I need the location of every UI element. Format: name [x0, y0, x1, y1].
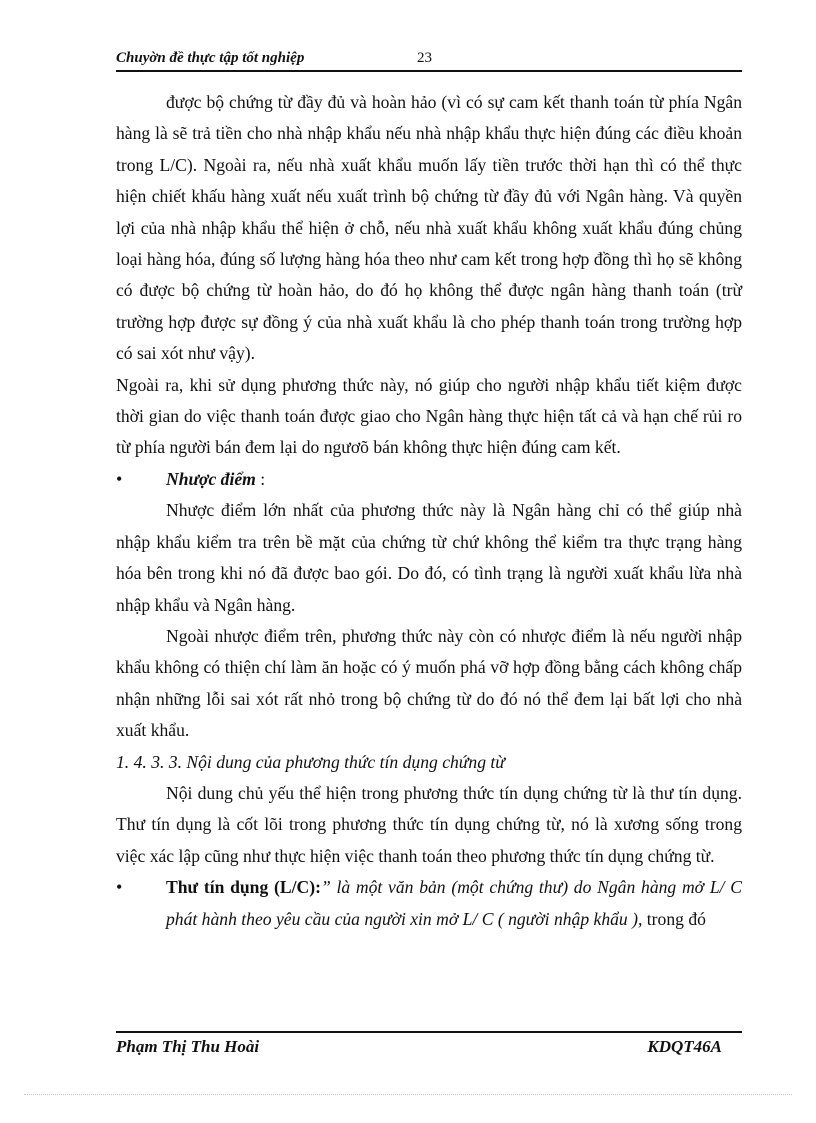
footer-class-code: KDQT46A	[647, 1037, 722, 1056]
page-footer	[116, 1037, 742, 1061]
paragraph-additional-benefits: Ngoài ra, khi sử dụng phương thức này, nó giúp cho người nhập khẩu tiết kiệm được thời gian do việc thanh toán được giao cho Ngân hàng thực hiện tất cả và hạn chế rủi ro từ phía người bán đem lại do ngươõ bán không thực hiện đúng cam kết.	[116, 374, 742, 458]
footer-author: Phạm Thị Thu Hoài	[116, 1037, 260, 1056]
header-title: Chuyờn đề thực tập tốt nghiệp	[116, 50, 305, 66]
bullet-disadvantages-label: Nhược điểm	[166, 468, 256, 489]
page-bottom-edge	[24, 1094, 792, 1095]
bullet-lc-tail: trong đó	[646, 908, 706, 929]
section-heading: 1. 4. 3. 3. Nội dung của phương thức tín dụng chứng từ	[116, 751, 505, 772]
bullet-letter-of-credit	[116, 872, 742, 935]
bullet-lc-label: Thư tín dụng (L/C):	[166, 877, 321, 898]
bullet-disadvantages-suffix: :	[255, 468, 266, 489]
paragraph-advantages-continued: được bộ chứng từ đầy đủ và hoàn hảo (vì có sự cam kết thanh toán từ phía Ngân hàng là sẽ trả tiền cho nhà nhập khẩu nếu nhà nhập khẩu thực hiện đúng các điều khoản trong L/C). Ngoài ra, nếu nhà xuất khẩu muốn lấy tiền trước thời hạn thì có thể thực hiện chiết khấu hàng xuất nếu xuất trình bộ chứng từ đầy đủ với Ngân hàng. Và quyền lợi của nhà nhập khẩu thể hiện ở chỗ, nếu nhà xuất khẩu không xuất khẩu đúng chủng loại hàng hóa, đúng số lượng hàng hóa theo như cam kết trong hợp đồng thì họ sẽ không có được bộ chứng từ hoàn hảo, do đó họ không thể được ngân hàng thanh toán (trừ trường hợp được sự đồng ý của nhà xuất khẩu là cho phép thanh toán trong trường hợp có sai xót như vậy).	[116, 92, 742, 364]
paragraph-content-overview: Nội dung chủ yếu thể hiện trong phương thức tín dụng chứng từ là thư tín dụng. Thư tín dụng là cốt lõi trong phương thức tín dụng chứng từ, nó là xương sống trong việc xác lập cũng như thực hiện việc thanh toán theo phương thức tín dụng chứng từ.	[116, 782, 742, 866]
document-body	[116, 87, 742, 935]
bullet-icon: •	[116, 877, 123, 898]
bullet-disadvantages	[116, 464, 742, 495]
page-number: 23	[417, 50, 432, 66]
footer-divider	[116, 1031, 742, 1033]
paragraph-main-disadvantage: Nhược điểm lớn nhất của phương thức này là Ngân hàng chỉ có thể giúp nhà nhập khẩu kiểm tra trên bề mặt của chứng từ chứ không thể kiểm tra thực trạng hàng hóa bên trong khi nó đã được bao gói. Do đó, có tình trạng là người xuất khẩu lừa nhà nhập khẩu và Ngân hàng.	[116, 500, 742, 615]
bullet-lc-definition: ” là một văn bản (một chứng thư) do Ngân hàng mở L/ C phát hành theo yêu cầu của người xin mở L/ C ( người nhập khẩu ),	[166, 877, 742, 929]
bullet-icon: •	[116, 468, 123, 489]
page-header	[116, 48, 742, 72]
paragraph-other-disadvantage: Ngoài nhược điểm trên, phương thức này còn có nhược điểm là nếu người nhập khẩu không có thiện chí làm ăn hoặc có ý muốn phá vỡ hợp đồng bằng cách không chấp nhận những lỗi sai xót rất nhỏ trong bộ chứng từ do đó nó thể đem lại bất lợi cho nhà xuất khẩu.	[116, 625, 742, 741]
